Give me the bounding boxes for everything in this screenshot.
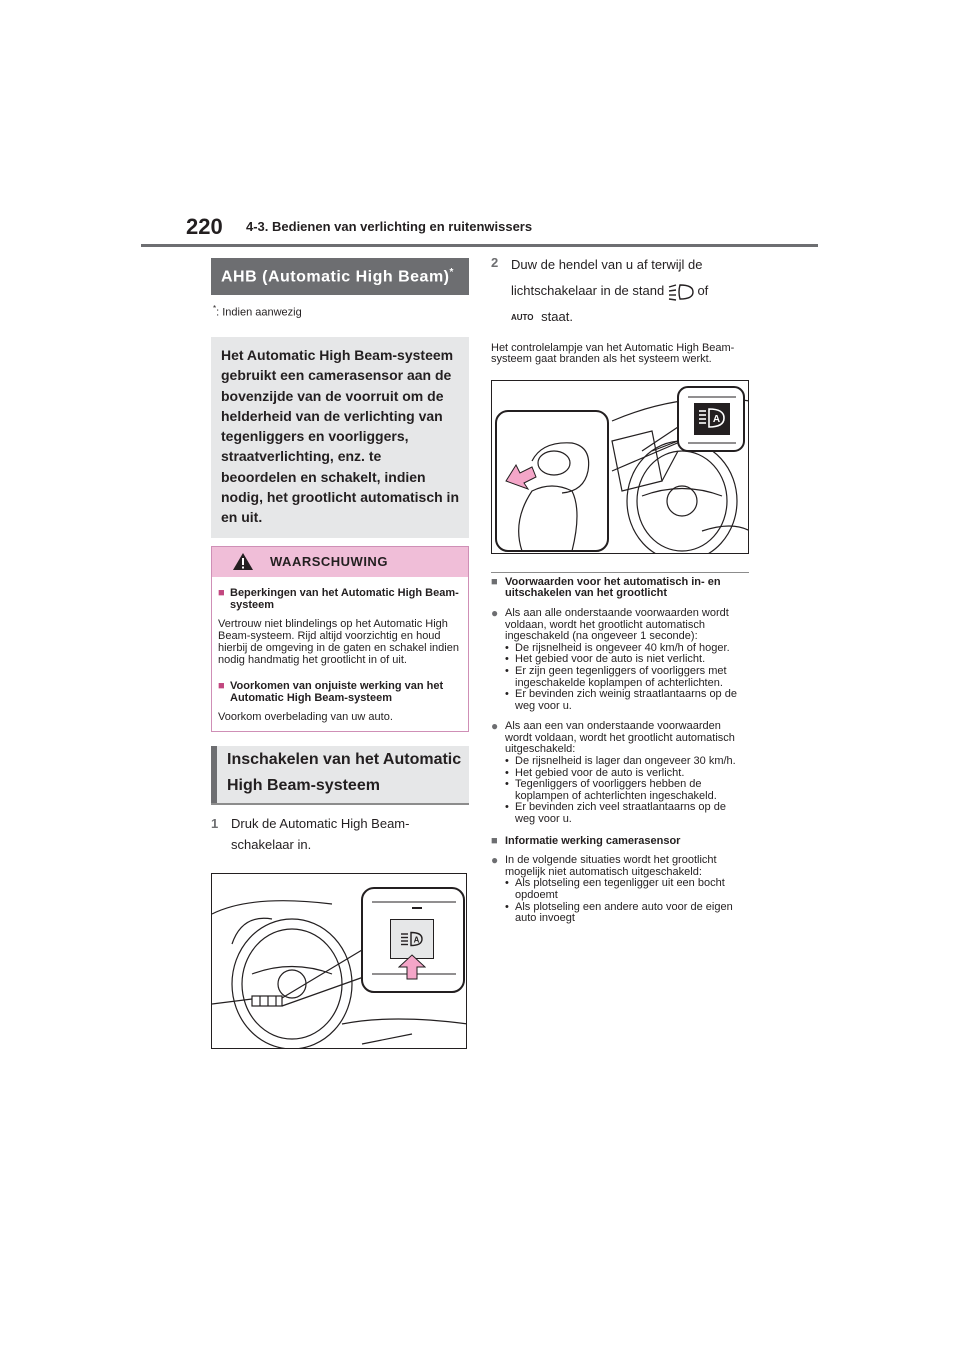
section-title-activate: Inschakelen van het Automatic High Beam-systeem [211, 746, 469, 803]
on-item-1: De rijsnelheid is ongeveer 40 km/h of hoger. [515, 641, 730, 654]
step-2-of: of [697, 283, 709, 298]
on-item-3: Er zijn geen tegenliggers of voorliggers met ingeschakelde koplampen of achterlichten. [515, 664, 727, 689]
auto-position-label: AUTO [511, 312, 534, 322]
off-item-4: Er bevinden zich veel straatlantaarns op de weg voor u. [515, 801, 726, 826]
section-title-ahb [211, 258, 469, 295]
warning-text-1: Vertrouw niet blindelings op het Automatic High Beam-systeem. Rijd altijd voorzichtig en houd hierbij de omgeving in de gaten en schakel indien nodig handmatig het grootlicht in of uit. [218, 617, 459, 666]
figure-lever [491, 380, 749, 554]
step-1-text: Druk de Automatic High Beam-schakelaar in. [231, 815, 410, 852]
square-bullet-icon: ■ [491, 834, 498, 847]
footnote-mark: * [213, 304, 217, 314]
list-item: • Als plotseling een tegenligger uit een bocht opdoemt [491, 878, 749, 901]
svg-text:A: A [712, 413, 721, 425]
auto-high-beam-icon [400, 931, 424, 947]
warning-text-2: Voorkom overbelading van uw auto. [218, 710, 393, 723]
off-conditions [491, 721, 749, 756]
list-item: • Tegenliggers of voorliggers hebben de koplampen of achterlichten ingeschakeld. [491, 779, 749, 802]
step-2 [491, 252, 749, 331]
intro-box: Het Automatic High Beam-systeem gebruikt een camerasensor aan de bovenzijde van de voorruit om de helderheid van de verlichting van tegenliggers en voorliggers, straatverlichting, enz. te beoordelen en schakelt, indien nodig, het grootlicht automatisch in en uit. [211, 337, 469, 538]
left-column [211, 258, 469, 1049]
figure-ahb-switch [211, 873, 467, 1049]
list-item: • Het gebied voor de auto is verlicht. [505, 766, 685, 779]
square-bullet-icon: ■ [491, 575, 498, 588]
list-item: • Er zijn geen tegenliggers of voorliggers met ingeschakelde koplampen of achterlichten. [491, 666, 749, 689]
camera-item-2: Als plotseling een andere auto voor de eigen auto invoegt [515, 900, 733, 925]
step-1-number: 1 [211, 815, 219, 831]
camera-conditions [491, 855, 749, 878]
section-title-ahb-text: AHB (Automatic High Beam) [221, 268, 450, 286]
indicator-note: Het controlelampje van het Automatic High Beam-systeem gaat branden als het systeem werkt. [491, 341, 735, 366]
warning-heading: WAARSCHUWING [270, 554, 388, 570]
warning-box [211, 546, 469, 732]
list-item: • De rijsnelheid is lager dan ongeveer 30 km/h. [505, 755, 736, 768]
camera-intro: In de volgende situaties wordt het grootlicht mogelijk niet automatisch uitgeschakeld: [505, 854, 717, 878]
warning-triangle-icon [232, 552, 254, 571]
square-bullet-icon: ■ [218, 679, 225, 692]
step-2-text-a: Duw de hendel van u af terwijl de lichtschakelaar in de stand [511, 257, 703, 298]
camera-heading-text: Informatie werking camerasensor [505, 834, 681, 847]
ahb-switch-button [390, 919, 434, 959]
circle-bullet-icon: ● [491, 719, 499, 734]
footnote-text: : Indien aanwezig [216, 306, 302, 319]
svg-text:A: A [413, 934, 420, 944]
off-item-3: Tegenliggers of voorliggers hebben de koplampen of achterlichten ingeschakeld. [515, 778, 717, 802]
on-conditions-intro: Als aan alle onderstaande voorwaarden wordt voldaan, wordt het grootlicht automatisch ingeschakeld (na ongeveer 1 seconde): [505, 606, 729, 643]
list-item: • Het gebied voor de auto is niet verlicht. [505, 653, 706, 666]
headlight-icon [668, 283, 694, 301]
step-2-text-b: staat. [541, 309, 573, 324]
list-item: • De rijsnelheid is ongeveer 40 km/h of hoger. [505, 641, 730, 654]
warning-subheading-2 [218, 680, 462, 704]
off-item-2: Het gebied voor de auto is verlicht. [515, 766, 685, 779]
title-footnote-mark: * [449, 267, 454, 278]
press-arrow-icon [398, 954, 426, 980]
section-title-rule [211, 803, 469, 805]
step-1 [211, 813, 469, 855]
warning-body [212, 577, 468, 731]
on-item-2: Het gebied voor de auto is niet verlicht. [515, 653, 706, 666]
off-item-1: De rijsnelheid is lager dan ongeveer 30 km/h. [515, 755, 736, 768]
list-item: • Er bevinden zich veel straatlantaarns op de weg voor u. [491, 802, 749, 825]
warning-subheading-1 [218, 587, 462, 611]
dashboard-illustration [212, 874, 467, 1049]
camera-heading [491, 836, 749, 848]
conditions-heading-text: Voorwaarden voor het automatisch in- en uitschakelen van het grootlicht [505, 575, 721, 600]
conditions-heading [491, 577, 749, 600]
header-rule [141, 244, 818, 247]
step-2-number: 2 [491, 255, 499, 270]
right-column [491, 252, 749, 925]
footnote [213, 304, 469, 319]
circle-bullet-icon: ● [491, 853, 499, 868]
on-conditions [491, 605, 749, 643]
lever-illustration [492, 381, 749, 554]
circle-bullet-icon: ● [491, 605, 499, 620]
on-item-4: Er bevinden zich weinig straatlantaarns op de weg voor u. [515, 688, 737, 712]
warning-subheading-1-text: Beperkingen van het Automatic High Beam-systeem [230, 586, 459, 611]
list-item: • Als plotseling een andere auto voor de eigen auto invoegt [491, 902, 749, 925]
list-item: • Er bevinden zich weinig straatlantaarns op de weg voor u. [491, 689, 749, 712]
conditions-rule [491, 572, 749, 573]
square-bullet-icon: ■ [218, 586, 225, 599]
off-conditions-intro: Als aan een van onderstaande voorwaarden wordt voldaan, wordt het grootlicht automatisch uitgeschakeld: [505, 720, 735, 756]
page-number: 220 [186, 214, 223, 239]
section-header: 4-3. Bedienen van verlichting en ruitenwissers [246, 219, 533, 234]
warning-subheading-2-text: Voorkomen van onjuiste werking van het Automatic High Beam-systeem [230, 679, 444, 704]
camera-item-1: Als plotseling een tegenligger uit een bocht opdoemt [515, 877, 725, 901]
warning-header [212, 547, 468, 577]
